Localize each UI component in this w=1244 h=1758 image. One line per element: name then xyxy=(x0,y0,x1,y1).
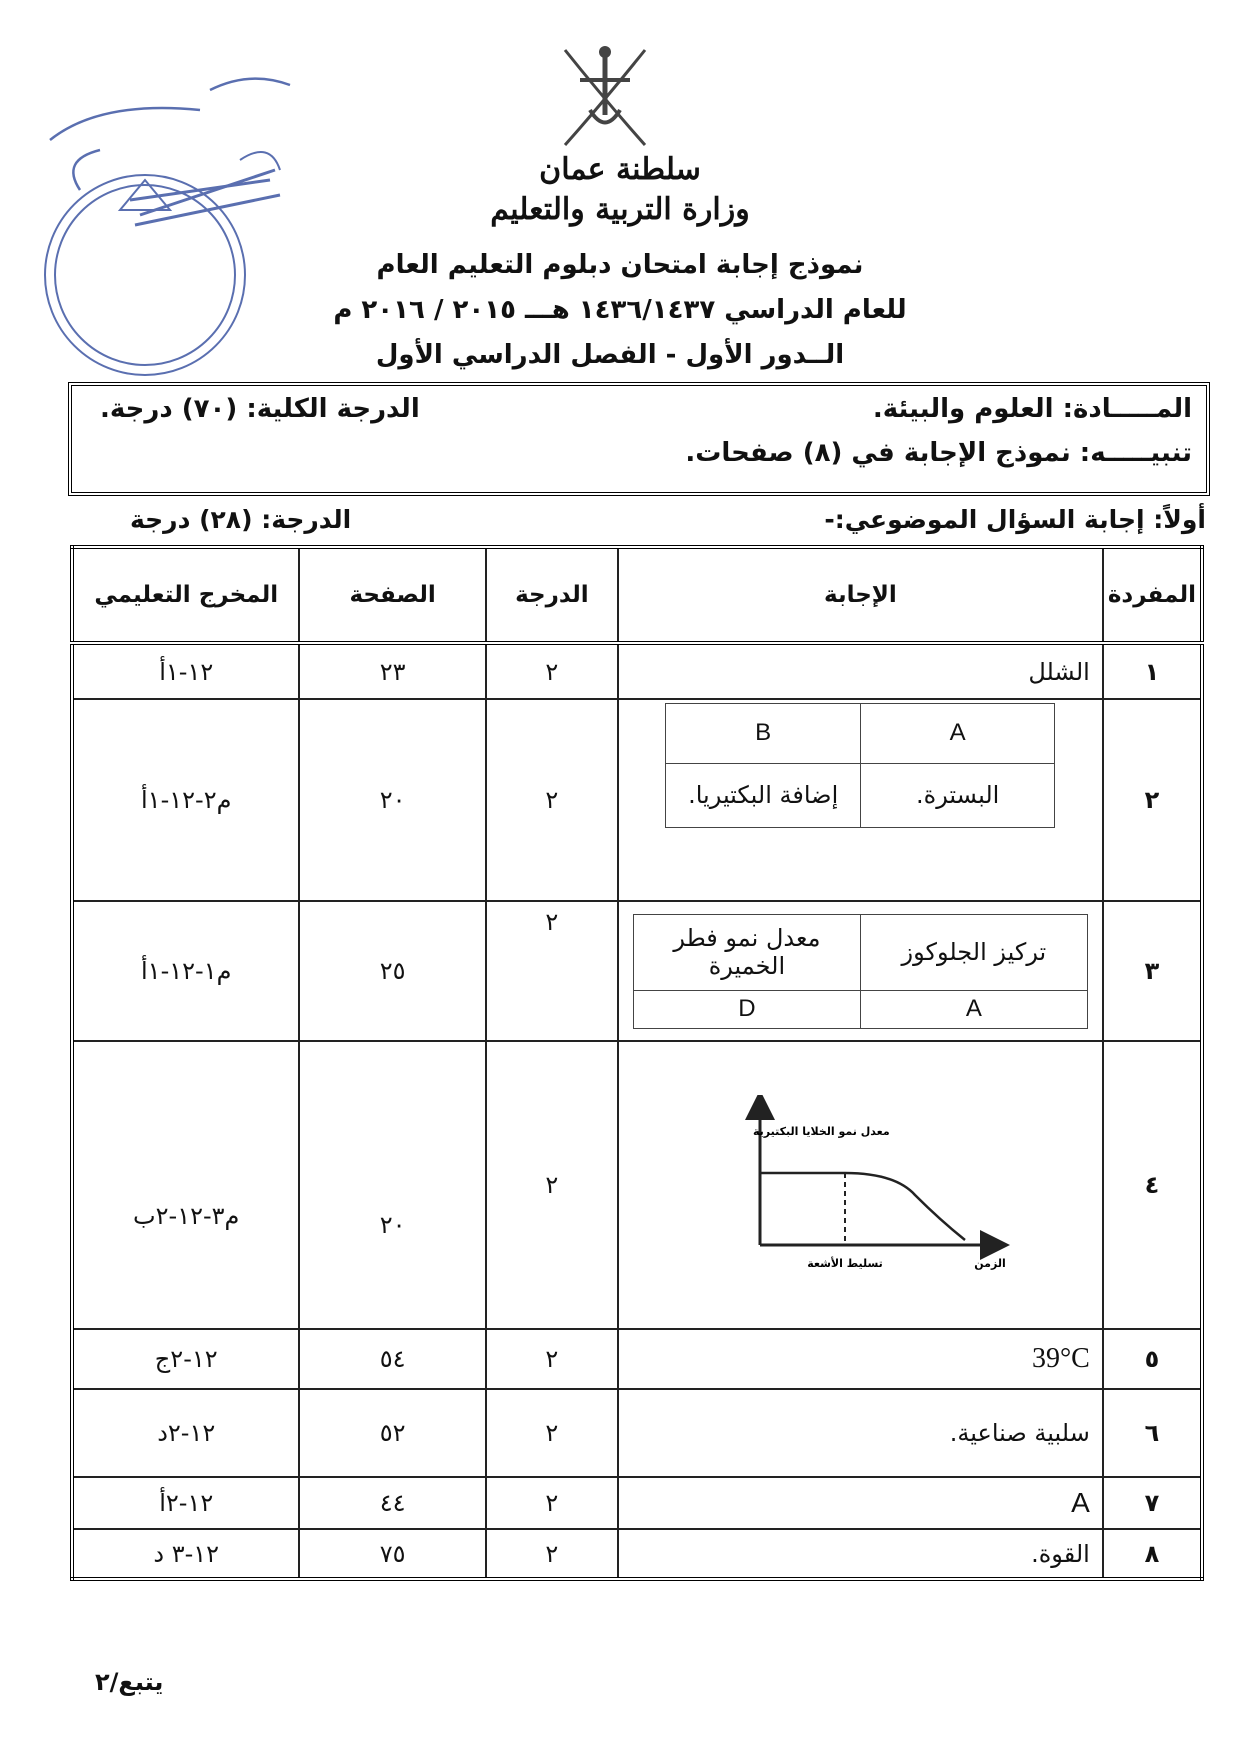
page-cell: ٢٠ xyxy=(299,1041,485,1329)
subtable-header: B xyxy=(666,703,861,763)
item-number: ٤ xyxy=(1103,1041,1202,1329)
grade-cell: ٢ xyxy=(486,643,618,699)
outcome-cell: م٣-١٢-٢ب xyxy=(72,1041,299,1329)
header-grade: الدرجة xyxy=(486,547,618,643)
continue-note: يتبع/٢ xyxy=(95,1668,164,1696)
item-number: ٢ xyxy=(1103,699,1202,901)
item-number: ٨ xyxy=(1103,1529,1202,1579)
table-row xyxy=(72,1529,1202,1579)
header-answer: الإجابة xyxy=(618,547,1103,643)
answer-cell: القوة. xyxy=(618,1529,1103,1579)
header-outcome: المخرج التعليمي xyxy=(72,547,299,643)
item-number: ٧ xyxy=(1103,1477,1202,1529)
table-row xyxy=(72,643,1202,699)
graph-x-label: الزمن xyxy=(974,1257,1007,1270)
exam-title: نموذج إجابة امتحان دبلوم التعليم العام xyxy=(376,250,864,280)
graph-y-label: معدل نمو الخلايا البكتيرية xyxy=(753,1125,891,1138)
outcome-cell: ١٢-١أ xyxy=(72,643,299,699)
outcome-cell: م٢-١٢-١أ xyxy=(72,699,299,901)
subtable-value: البسترة. xyxy=(860,763,1055,827)
subtable-value: A xyxy=(860,990,1087,1028)
answer-cell: سلبية صناعية. xyxy=(618,1389,1103,1477)
answer-table xyxy=(70,545,1204,1581)
section-title: أولاً: إجابة السؤال الموضوعي:- xyxy=(824,505,1206,534)
official-seal-stamp xyxy=(40,60,330,390)
grade-cell: ٢ xyxy=(486,1529,618,1579)
table-row xyxy=(72,699,1202,901)
item-number: ١ xyxy=(1103,643,1202,699)
page-cell: ٢٠ xyxy=(299,699,485,901)
outcome-cell: ١٢-٢د xyxy=(72,1389,299,1477)
exam-session: الــدور الأول - الفصل الدراسي الأول xyxy=(375,340,845,370)
table-row xyxy=(72,1477,1202,1529)
answer-cell: 39°C xyxy=(618,1329,1103,1389)
header-page: الصفحة xyxy=(299,547,485,643)
page-cell: ٢٥ xyxy=(299,901,485,1041)
grade-cell: ٢ xyxy=(486,1477,618,1529)
total-grade-label: الدرجة الكلية: (٧٠) درجة. xyxy=(100,394,420,424)
academic-year: للعام الدراسي ١٤٣٦/١٤٣٧ هـــ ٢٠١٥ / ٢٠١٦ م xyxy=(333,295,907,325)
graph-curve xyxy=(760,1173,965,1240)
ministry-line-1: سلطنة عمان xyxy=(539,152,701,187)
grade-cell: ٢ xyxy=(486,1389,618,1477)
outcome-cell: ١٢-٢أ xyxy=(72,1477,299,1529)
graph-marker-label: تسليط الأشعة xyxy=(807,1257,884,1270)
page-cell: ٤٤ xyxy=(299,1477,485,1529)
growth-graph xyxy=(695,1095,1025,1275)
grade-cell: ٢ xyxy=(486,901,618,1041)
answer-cell: الشلل xyxy=(618,643,1103,699)
table-row xyxy=(72,1389,1202,1477)
exam-info-box xyxy=(68,382,1210,496)
section-grade: الدرجة: (٢٨) درجة xyxy=(130,505,352,534)
table-row xyxy=(72,1041,1202,1329)
answer-subtable xyxy=(665,703,1055,828)
table-row xyxy=(72,1329,1202,1389)
outcome-cell: م١-١٢-١أ xyxy=(72,901,299,1041)
subtable-value: D xyxy=(633,990,860,1028)
table-header-row xyxy=(72,547,1202,643)
answer-subtable xyxy=(633,914,1088,1029)
subtable-header: معدل نمو فطر الخميرة xyxy=(633,914,860,990)
table-row xyxy=(72,901,1202,1041)
ministry-line-2: وزارة التربية والتعليم xyxy=(490,192,750,227)
notice-label: تنبيـــــه: نموذج الإجابة في (٨) صفحات. xyxy=(685,438,1192,468)
outcome-cell: ١٢-٣ د xyxy=(72,1529,299,1579)
subtable-value: إضافة البكتيريا. xyxy=(666,763,861,827)
answer-cell xyxy=(618,699,1103,901)
page-cell: ٥٢ xyxy=(299,1389,485,1477)
answer-cell xyxy=(618,1041,1103,1329)
outcome-cell: ١٢-٢ج xyxy=(72,1329,299,1389)
page-cell: ٧٥ xyxy=(299,1529,485,1579)
grade-cell: ٢ xyxy=(486,1329,618,1389)
answer-cell: A xyxy=(618,1477,1103,1529)
header-item: المفردة xyxy=(1103,547,1202,643)
item-number: ٦ xyxy=(1103,1389,1202,1477)
answer-cell xyxy=(618,901,1103,1041)
item-number: ٥ xyxy=(1103,1329,1202,1389)
item-number: ٣ xyxy=(1103,901,1202,1041)
subtable-header: تركيز الجلوكوز xyxy=(860,914,1087,990)
ministry-name xyxy=(470,150,770,230)
oman-emblem-icon xyxy=(550,40,660,165)
page-cell: ٢٣ xyxy=(299,643,485,699)
subject-label: المـــــادة: العلوم والبيئة. xyxy=(872,394,1192,424)
grade-cell: ٢ xyxy=(486,699,618,901)
page-cell: ٥٤ xyxy=(299,1329,485,1389)
grade-cell: ٢ xyxy=(486,1041,618,1329)
subtable-header: A xyxy=(860,703,1055,763)
